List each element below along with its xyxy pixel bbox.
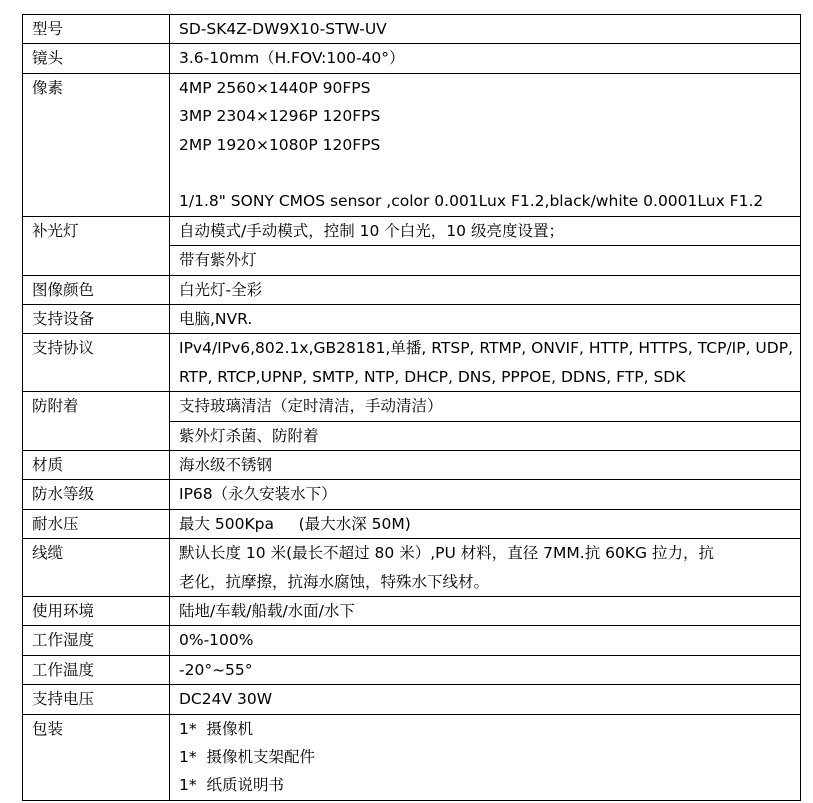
spec-value — [170, 714, 801, 800]
spec-value-line: 1* 纸质说明书 — [179, 776, 284, 795]
spec-value-line: 白光灯-全彩 — [179, 280, 263, 299]
spec-row-environment — [23, 596, 801, 625]
spec-label: 防水等级 — [23, 480, 170, 509]
spec-value-line: DC24V 30W — [179, 690, 273, 709]
spec-row-waterproof — [23, 480, 801, 509]
spec-row-image-color — [23, 275, 801, 304]
spec-row-package — [23, 714, 801, 800]
spec-row-resolution — [23, 73, 801, 216]
spec-label: 防附着 — [23, 392, 170, 451]
spec-row-voltage — [23, 685, 801, 714]
spec-row-humidity — [23, 626, 801, 655]
spec-label: 图像颜色 — [23, 275, 170, 304]
spec-value-line: 海水级不锈钢 — [179, 455, 273, 474]
spec-value-line: 最大 500Kpa (最大水深 50M) — [179, 514, 411, 533]
spec-label: 支持设备 — [23, 304, 170, 333]
spec-value — [170, 246, 801, 275]
spec-value-line: 紫外灯杀菌、防附着 — [179, 426, 319, 445]
spec-label: 型号 — [23, 15, 170, 44]
spec-value — [170, 539, 801, 597]
spec-value — [170, 509, 801, 538]
spec-value-line: 老化，抗摩擦，抗海水腐蚀，特殊水下线材。 — [179, 572, 490, 591]
spec-value — [170, 421, 801, 450]
spec-row-cable — [23, 539, 801, 597]
spec-value-line: 2MP 1920×1080P 120FPS — [179, 135, 381, 154]
spec-label: 像素 — [23, 73, 170, 216]
spec-label: 材质 — [23, 450, 170, 479]
spec-label: 工作温度 — [23, 655, 170, 684]
spec-value-line: -20°~55° — [179, 660, 253, 679]
spec-label: 包装 — [23, 714, 170, 800]
spec-value — [170, 626, 801, 655]
spec-value-line: SD-SK4Z-DW9X10-STW-UV — [179, 20, 387, 38]
spec-row-fill-light — [23, 216, 801, 245]
spec-row-anti-fouling — [23, 392, 801, 421]
spec-value — [170, 334, 801, 392]
spec-value-line: 3MP 2304×1296P 120FPS — [179, 107, 381, 126]
spec-label: 补光灯 — [23, 216, 170, 275]
spec-value-line: 1/1.8" SONY CMOS sensor ,color 0.001Lux F1.2,black/white 0.0001Lux F1.2 — [179, 192, 764, 211]
spec-value — [170, 216, 801, 245]
spec-value-line: IPv4/IPv6,802.1x,GB28181,单播, RTSP, RTMP, ONVIF, HTTP, HTTPS, TCP/IP, UDP, — [179, 339, 793, 358]
spec-value-line: 4MP 2560×1440P 90FPS — [179, 78, 371, 97]
spec-label: 线缆 — [23, 539, 170, 597]
spec-value — [170, 275, 801, 304]
spec-row-material — [23, 450, 801, 479]
spec-value-line: 1* 摄像机支架配件 — [179, 747, 315, 766]
spec-value — [170, 392, 801, 421]
spec-value-line: 陆地/车载/船载/水面/水下 — [179, 601, 355, 620]
spec-row-devices — [23, 304, 801, 333]
spec-value-line — [179, 159, 800, 187]
spec-row-temperature — [23, 655, 801, 684]
spec-value-line: 3.6-10mm（H.FOV:100-40°） — [179, 49, 405, 68]
spec-value-line: RTP, RTCP,UPNP, SMTP, NTP, DHCP, DNS, PPPOE, DDNS, FTP, SDK — [179, 367, 686, 386]
spec-value — [170, 596, 801, 625]
spec-label: 镜头 — [23, 44, 170, 73]
spec-value-line: 自动模式/手动模式，控制 10 个白光，10 级亮度设置； — [179, 221, 564, 240]
spec-label: 支持电压 — [23, 685, 170, 714]
spec-value — [170, 44, 801, 73]
spec-label: 耐水压 — [23, 509, 170, 538]
spec-value-line: 默认长度 10 米(最长不超过 80 米）,PU 材料，直径 7MM.抗 60KG 拉力，抗 — [179, 544, 714, 563]
spec-value — [170, 15, 801, 44]
spec-value-line: 电脑,NVR. — [179, 309, 253, 328]
spec-label: 工作湿度 — [23, 626, 170, 655]
spec-label: 使用环境 — [23, 596, 170, 625]
spec-row-model — [23, 15, 801, 44]
spec-value-line: 带有紫外灯 — [179, 251, 257, 270]
spec-row-lens — [23, 44, 801, 73]
spec-value — [170, 655, 801, 684]
spec-value — [170, 304, 801, 333]
spec-value — [170, 685, 801, 714]
spec-value — [170, 450, 801, 479]
spec-row-protocols — [23, 334, 801, 392]
spec-value-line: 0%-100% — [179, 631, 254, 650]
spec-value-line: IP68（永久安装水下） — [179, 485, 337, 504]
spec-value — [170, 73, 801, 216]
spec-value-line: 支持玻璃清洁（定时清洁，手动清洁） — [179, 397, 443, 416]
spec-value — [170, 480, 801, 509]
spec-value-line: 1* 摄像机 — [179, 719, 253, 738]
spec-row-water-pressure — [23, 509, 801, 538]
spec-label: 支持协议 — [23, 334, 170, 392]
spec-table — [22, 14, 801, 801]
